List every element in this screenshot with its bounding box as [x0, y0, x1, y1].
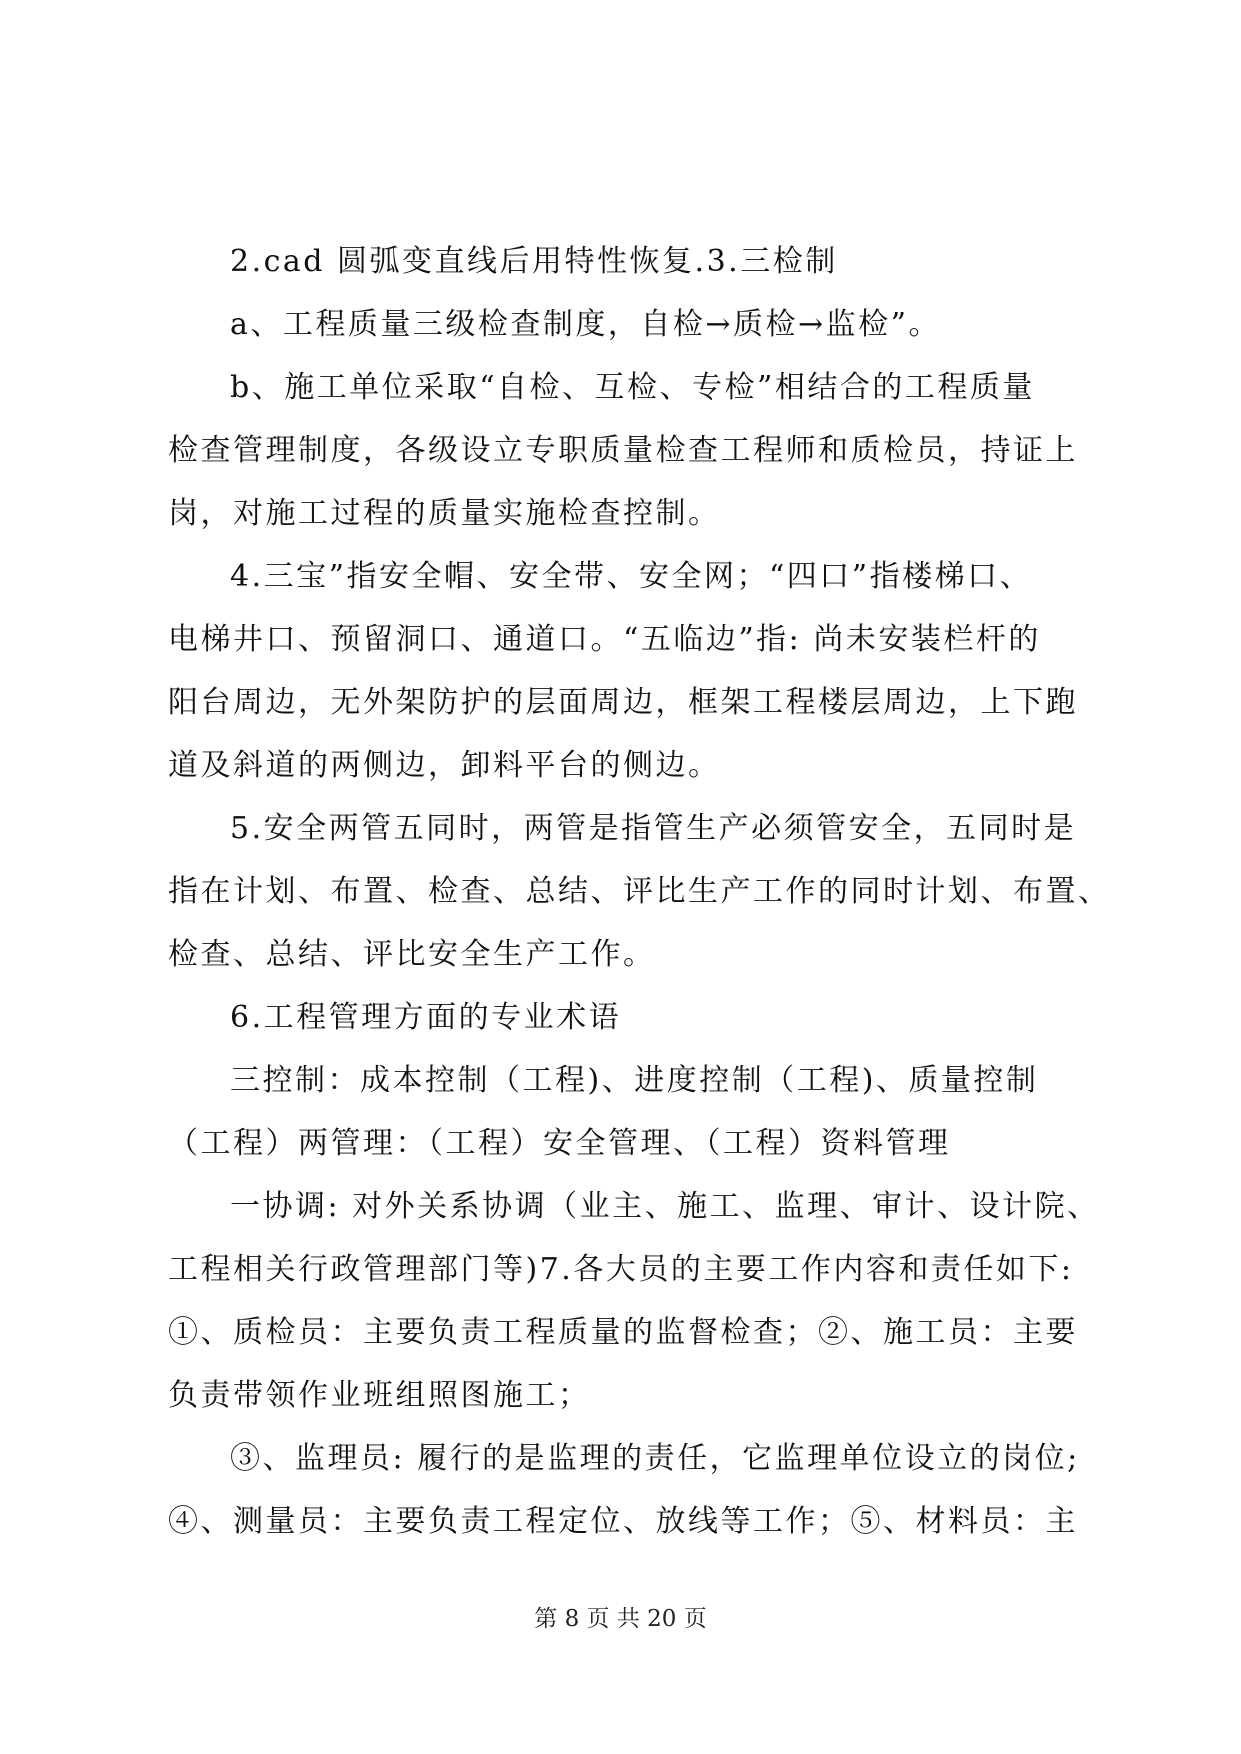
text-line: 检查、总结、评比安全生产工作。 — [168, 937, 656, 972]
text-line: 4.三宝”指安全帽、安全带、安全网；“四口”指楼梯口、 — [230, 559, 1033, 594]
text-line: 2.cad 圆弧变直线后用特性恢复.3.三检制 — [230, 244, 838, 279]
text-line: 工程相关行政管理部门等)7.各大员的主要工作内容和责任如下: — [168, 1252, 1074, 1287]
text-line: 电梯井口、预留洞口、通道口。“五临边”指: 尚未安装栏杆的 — [168, 622, 1041, 657]
text-line: （工程）两管理：（工程）安全管理、（工程）资料管理 — [168, 1126, 951, 1161]
text-line: 6.工程管理方面的专业术语 — [230, 1000, 622, 1035]
text-line: b、施工单位采取“自检、互检、专检”相结合的工程质量 — [230, 370, 1035, 405]
text-line: 检查管理制度，各级设立专职质量检查工程师和质检员，持证上 — [168, 433, 1078, 468]
text-line: a、工程质量三级检查制度，自检→质检→监检”。 — [230, 307, 941, 342]
text-line: ①、质检员：主要负责工程质量的监督检查；②、施工员：主要 — [168, 1315, 1078, 1350]
text-line: 阳台周边，无外架防护的层面周边，框架工程楼层周边，上下跑 — [168, 685, 1078, 720]
document-body — [168, 230, 1111, 1553]
text-line: 道及斜道的两侧边，卸料平台的侧边。 — [168, 748, 721, 783]
text-line: ④、测量员：主要负责工程定位、放线等工作；⑤、材料员：主 — [168, 1504, 1078, 1539]
text-line: 三控制：成本控制（工程)、进度控制（工程)、质量控制 — [230, 1063, 1039, 1098]
text-line: 负责带领作业班组照图施工； — [168, 1378, 591, 1413]
text-line: 一协调: 对外关系协调（业主、施工、监理、审计、设计院、 — [230, 1189, 1100, 1224]
text-line: 5.安全两管五同时，两管是指管生产必须管安全，五同时是 — [230, 811, 1077, 846]
text-line: 指在计划、布置、检查、总结、评比生产工作的同时计划、布置、 — [168, 874, 1111, 909]
text-line: ③、监理员: 履行的是监理的责任，它监理单位设立的岗位; — [230, 1441, 1080, 1476]
page-number-footer: 第 8 页 共 20 页 — [534, 1606, 707, 1632]
text-line: 岗，对施工过程的质量实施检查控制。 — [168, 496, 721, 531]
